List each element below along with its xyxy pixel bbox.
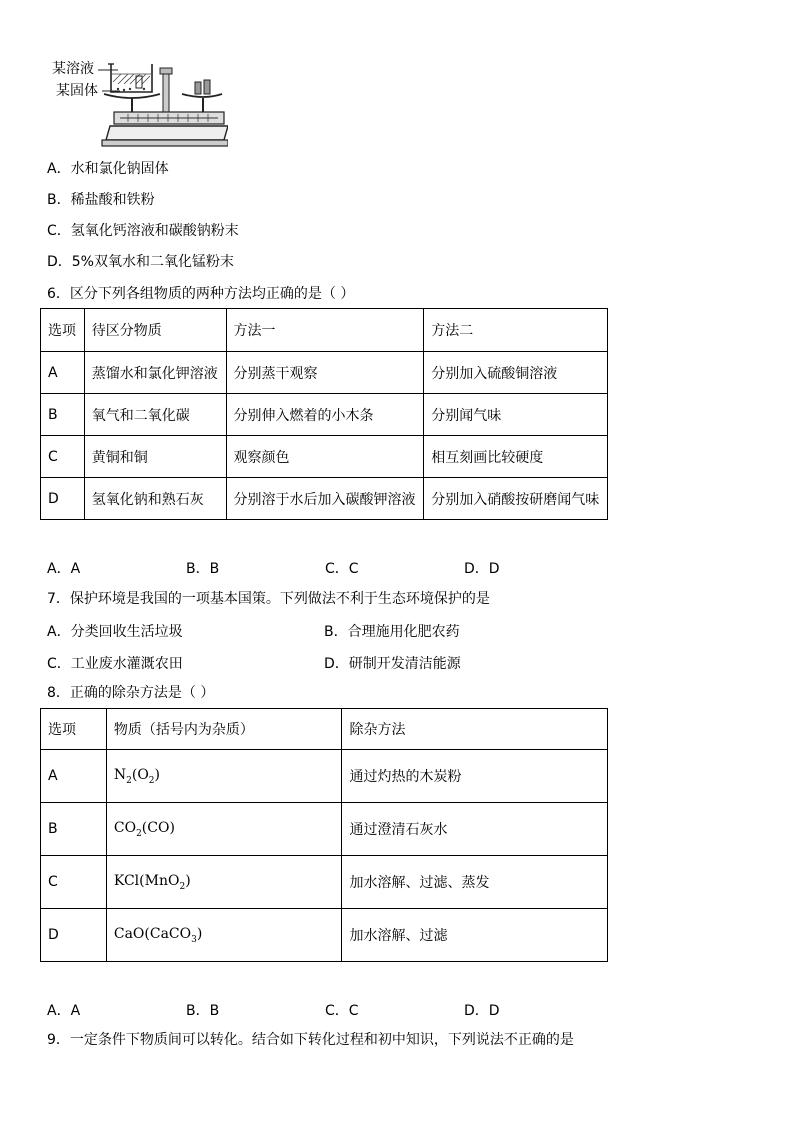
cell: B — [41, 394, 85, 436]
q6-stem: 6．区分下列各组物质的两种方法均正确的是（ ） — [47, 286, 355, 302]
formula-impurity-sub: 2 — [148, 775, 155, 786]
formula-impurity: CO — [147, 819, 170, 836]
cell: 分别加入硫酸铜溶液 — [424, 352, 608, 394]
cell: 分别溶于水后加入碳酸钾溶液 — [226, 478, 424, 520]
header-cell: 方法一 — [226, 309, 424, 352]
cell: 分别伸入燃着的小木条 — [226, 394, 424, 436]
table-header-row — [41, 309, 608, 352]
cell: 黄铜和铜 — [84, 436, 226, 478]
cell: C — [41, 436, 85, 478]
cell: 通过灼热的木炭粉 — [342, 750, 608, 803]
formula-main-sub: 2 — [126, 775, 132, 786]
q7-option-b: B．合理施用化肥农药 — [324, 624, 460, 640]
table-row — [41, 394, 608, 436]
table-row — [41, 750, 608, 803]
header-cell: 选项 — [41, 709, 107, 750]
table-row — [41, 352, 608, 394]
formula-main-sub: 2 — [136, 828, 142, 839]
q8-answer-b: B．B — [186, 1003, 220, 1019]
cell: 加水溶解、过滤、蒸发 — [342, 856, 608, 909]
header-cell: 物质（括号内为杂质） — [106, 709, 342, 750]
table-row — [41, 856, 608, 909]
q7-option-d: D．研制开发清洁能源 — [324, 656, 461, 672]
header-cell: 待区分物质 — [84, 309, 226, 352]
formula-main: CaO — [113, 925, 145, 942]
table-row — [41, 909, 608, 962]
q8-answer-a: A．A — [47, 1003, 81, 1019]
cell: A — [41, 352, 85, 394]
q6-answer-c: C．C — [325, 561, 359, 577]
formula-impurity: MnO — [144, 872, 180, 889]
formula-impurity-sub: 3 — [191, 934, 197, 945]
cell: 分别闻气味 — [424, 394, 608, 436]
cell: 分别蒸干观察 — [226, 352, 424, 394]
cell: 氢氧化钠和熟石灰 — [84, 478, 226, 520]
cell: D — [41, 478, 85, 520]
q5-option-a: A．水和氯化钠固体 — [47, 161, 169, 177]
cell: 观察颜色 — [226, 436, 424, 478]
q9-stem: 9．一定条件下物质间可以转化。结合如下转化过程和初中知识，下列说法不正确的是 — [47, 1032, 574, 1048]
cell: 通过澄清石灰水 — [342, 803, 608, 856]
solution-label: 某溶液 — [52, 61, 94, 77]
q5-option-d: D．5%双氧水和二氧化锰粉末 — [47, 254, 234, 270]
formula-impurity-sub: 2 — [179, 881, 186, 892]
q6-answer-d: D．D — [464, 561, 500, 577]
cell: A — [41, 750, 107, 803]
header-cell: 选项 — [41, 309, 85, 352]
q8-table — [40, 708, 608, 962]
table-header-row — [41, 709, 608, 750]
formula-main: CO — [113, 819, 137, 836]
formula-cell: $N_2(O_2)$ — [106, 750, 342, 803]
cell: B — [41, 803, 107, 856]
q5-option-b: B．稀盐酸和铁粉 — [47, 192, 155, 208]
formula-impurity: CaCO — [149, 925, 192, 942]
formula-main: N — [113, 766, 127, 783]
balance-figure — [48, 46, 228, 156]
table-row — [41, 436, 608, 478]
cell: 氧气和二氧化碳 — [84, 394, 226, 436]
formula-main: KCl — [113, 872, 140, 889]
header-cell: 方法二 — [424, 309, 608, 352]
table-row — [41, 478, 608, 520]
q8-stem: 8．正确的除杂方法是（ ） — [47, 685, 215, 701]
formula-cell: KCl(MnO$_2$) — [106, 856, 342, 909]
cell: 蒸馏水和氯化钾溶液 — [84, 352, 226, 394]
cell: 加水溶解、过滤 — [342, 909, 608, 962]
cell: 分别加入硝酸按研磨闻气味 — [424, 478, 608, 520]
formula-cell: $CO_2(CO)$ — [106, 803, 342, 856]
q7-stem: 7．保护环境是我国的一项基本国策。下列做法不利于生态环境保护的是 — [47, 591, 490, 607]
q8-answer-c: C．C — [325, 1003, 359, 1019]
table-row — [41, 803, 608, 856]
q6-answer-b: B．B — [186, 561, 220, 577]
q6-answer-a: A．A — [47, 561, 81, 577]
cell: D — [41, 909, 107, 962]
solid-label: 某固体 — [56, 83, 98, 99]
header-cell: 除杂方法 — [342, 709, 608, 750]
formula-impurity: O — [137, 766, 149, 783]
cell: C — [41, 856, 107, 909]
q7-option-c: C．工业废水灌溉农田 — [47, 656, 183, 672]
q7-option-a: A．分类回收生活垃圾 — [47, 624, 183, 640]
q6-table — [40, 308, 608, 520]
formula-cell: CaO(CaCO$_3$) — [106, 909, 342, 962]
cell: 相互刻画比较硬度 — [424, 436, 608, 478]
q5-option-c: C．氢氧化钙溶液和碳酸钠粉末 — [47, 223, 239, 239]
q8-answer-d: D．D — [464, 1003, 500, 1019]
